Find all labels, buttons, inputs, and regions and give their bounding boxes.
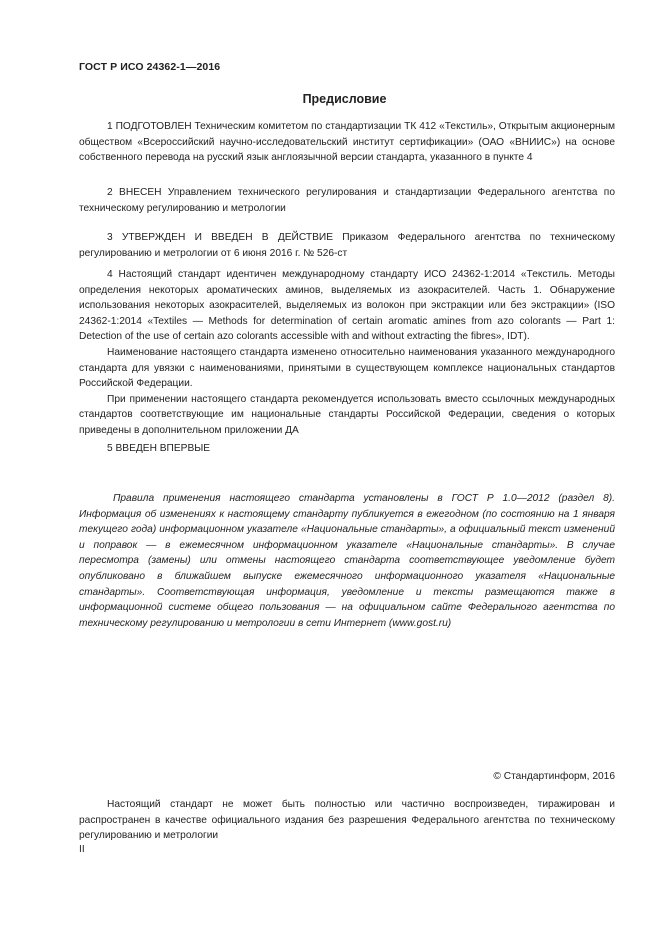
section-3: 3 УТВЕРЖДЕН И ВВЕДЕН В ДЕЙСТВИЕ Приказом Федерального агентства по техническому регулированию и метрологии от 6 июня 2016 г. № 526-ст <box>79 232 615 259</box>
application-notice: Правила применения настоящего стандарта установлены в ГОСТ Р 1.0—2012 (раздел 8). Информация об изменениях к настоящему стандарту публикуется в ежегодном (по состоянию на 1 января текущего года) информационном указателе «Национальные стандарты», а официальный текст изменений и поправок — в ежемесячном информационном указателе «Национальные стандарты». В случае пересмотра (замены) или отмены настоящего стандарта соответствующее уведомление будет опубликовано в ближайшем выпуске ежемесячного информационного указателя «Национальные стандарты». Соответствующая информация, уведомление и тексты размещаются также в информационной системе общего пользования — на официальном сайте Федерального агентства по техническому регулированию и метрологии в сети Интернет (www.gost.ru) <box>79 493 615 629</box>
section-5: 5 ВВЕДЕН ВПЕРВЫЕ <box>107 443 211 454</box>
section-4 <box>79 267 615 439</box>
section-1: 1 ПОДГОТОВЛЕН Техническим комитетом по стандартизации ТК 412 «Текстиль», Открытым акционерным обществом «Всероссийский научно-исследовательский институт сертификации» (ОАО «ВНИИС») на основе собственного перевода на русский язык англоязычной версии стандарта, указанного в пункте 4 <box>79 121 615 164</box>
section-4-usage-note: При применении настоящего стандарта рекомендуется использовать вместо ссылочных международных стандартов соответствующие им национальные стандарты Российской Федерации, сведения о которых приведены в дополнительном приложении ДА <box>79 393 615 436</box>
section-2: 2 ВНЕСЕН Управлением технического регулирования и стандартизации Федерального агентства по техническому регулированию и метрологии <box>79 187 615 214</box>
reproduction-notice: Настоящий стандарт не может быть полностью или частично воспроизведен, тиражирован и распространен в качестве официального издания без разрешения Федерального агентства по техническому регулированию и метрологии <box>79 799 615 842</box>
section-4-name-note: Наименование настоящего стандарта изменено относительно наименования указанного международного стандарта для увязки с наименованиями, принятыми в существующем комплексе национальных стандартов Российской Федерации. <box>79 346 615 390</box>
standard-code: ГОСТ Р ИСО 24362-1—2016 <box>79 61 221 73</box>
page-title: Предисловие <box>302 92 387 106</box>
page-number: II <box>79 844 85 855</box>
section-4-main: 4 Настоящий стандарт идентичен международному стандарту ИСО 24362-1:2014 «Текстиль. Методы определения некоторых ароматических аминов, выделяемых из азокрасителей. Часть 1. Обнаружение использования некоторых азокрасителей, выделяемых из волокон при экстракции или без экстракции» (ISO 24362-1:2014 «Textiles — Methods for determination of certain aromatic amines from azo colorants — Part 1: Detection of the use of certain azo colorants accessible with and without extracting the fibres», IDT). <box>79 269 615 343</box>
copyright: © Стандартинформ, 2016 <box>493 771 615 782</box>
